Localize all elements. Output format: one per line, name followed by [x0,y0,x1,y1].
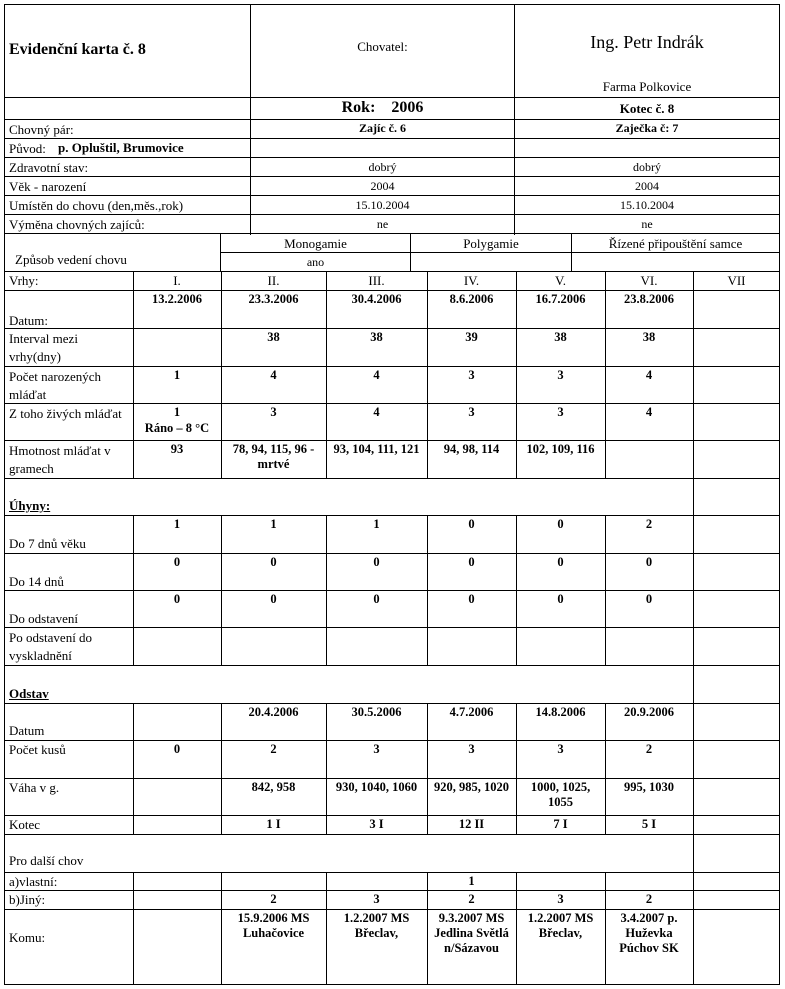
cell-col-4: 3 [468,368,475,382]
cell-col-1: 93 [170,442,184,456]
breeding-option-1: Monogamie [284,236,347,251]
litter-column-4: IV. [463,273,480,288]
cell-col-4: 0 [468,517,475,531]
litters-label: Vrhy: [9,273,39,288]
cell-col-6: 4 [645,405,653,419]
cell-col-5: 3 [557,742,564,756]
losses-heading: Úhyny: [9,498,51,513]
cell-col-5: 14.8.2006 [535,705,586,719]
cell-col-3: 1.2.2007 MS Břeclav, [343,911,410,940]
cell-col-2: 0 [270,592,277,606]
breeder-name: Ing. Petr Indrák [590,32,704,52]
loss-row-label: Do 14 dnů [9,574,64,589]
cell-col-6: 3.4.2007 p. Huževka Púchov SK [619,911,679,955]
cell-col-4: 0 [468,555,475,569]
cell-col-5: 0 [557,555,564,569]
litter-row-label: Počet narozených mláďat [9,369,102,402]
cell-col-5: 3 [557,368,564,382]
cell-col-2: 1 [270,517,277,531]
pair-row-label: Zdravotní stav: [9,160,89,175]
male-value: 2004 [370,179,395,193]
litter-column-7: VII [727,273,746,288]
year: Rok: 2006 [341,99,424,116]
further-row-label: b)Jiný: [9,892,46,907]
male-value: Zajíc č. 6 [359,121,406,135]
cell-col-3: 3 [373,892,380,906]
weaning-row-label: Kotec [9,817,41,832]
cell-col-5: 3 [557,892,564,906]
loss-row-label: Do odstavení [9,611,78,626]
cell-col-3: 30.5.2006 [351,705,402,719]
further-heading: Pro další chov [9,853,84,868]
cell-col-2: 842, 958 [251,780,296,794]
farm-name: Farma Polkovice [602,79,692,94]
cell-col-4: 2 [468,892,475,906]
cell-col-3: 930, 1040, 1060 [335,780,418,794]
pair-row-label: Původ: [9,141,46,156]
cell-col-4: 1 [468,874,475,888]
litter-row-label: Hmotnost mláďat v gramech [9,443,111,476]
cell-col-5: 7 I [553,817,568,831]
cell-col-4: 12 II [458,817,485,831]
cell-col-2: 38 [267,330,280,344]
weaning-heading: Odstav [9,686,49,701]
cell-col-3: 30.4.2006 [351,292,402,306]
breeding-method-label: Způsob vedení chovu [15,252,127,267]
litter-note: Ráno – 8 °C [144,421,210,435]
breeder-label: Chovatel: [357,39,408,54]
female-value: dobrý [633,160,661,174]
cell-col-3: 0 [373,592,380,606]
cell-col-1: 0 [173,555,181,569]
cell-col-5: 102, 109, 116 [526,442,595,456]
weaning-row-label: Datum [9,723,45,738]
card-title: Evidenční karta č. 8 [9,41,146,58]
cell-col-3: 38 [370,330,383,344]
cell-col-6: 38 [642,330,656,344]
cell-col-1: 1 [173,517,181,531]
litter-row-label: Interval mezi vrhy(dny) [9,331,78,364]
litter-row-label: Z toho živých mláďat [9,406,122,421]
cell-col-6: 2 [645,892,653,906]
cell-col-2: 15.9.2006 MS Luhačovice [237,911,310,940]
litter-row-label: Datum: [9,313,48,328]
cell-col-4: 0 [468,592,475,606]
cell-col-6: 20.9.2006 [624,705,674,719]
cell-col-2: 78, 94, 115, 96 - mrtvé [232,442,315,471]
cell-col-6: 2 [645,742,653,756]
cell-col-3: 4 [373,405,380,419]
male-value: dobrý [368,160,397,174]
cell-col-2: 3 [270,405,277,419]
cell-col-1: 1 [173,368,181,382]
cell-col-4: 3 [468,742,475,756]
cell-col-1: 0 [173,742,181,756]
cell-col-3: 93, 104, 111, 121 [333,442,420,456]
cell-col-2: 23.3.2006 [248,292,299,306]
female-value: 2004 [635,179,659,193]
cell-col-5: 1.2.2007 MS Břeclav, [527,911,594,940]
cell-col-3: 0 [373,555,380,569]
cell-col-5: 0 [557,517,564,531]
cell-col-4: 920, 985, 1020 [434,780,509,794]
weaning-row-label: Počet kusů [9,742,66,757]
weaning-row-label: Váha v g. [9,780,60,795]
cell-col-2: 20.4.2006 [248,705,299,719]
cell-col-6: 0 [645,592,653,606]
cell-col-5: 0 [557,592,564,606]
loss-row-label: Do 7 dnů věku [9,536,86,551]
cell-col-4: 39 [465,330,478,344]
litter-column-1: I. [173,273,181,288]
cell-col-5: 1000, 1025, 1055 [530,780,591,809]
pen-number: Kotec č. 8 [619,101,675,116]
cell-col-6: 5 I [641,817,657,831]
cell-col-1: 0 [173,592,181,606]
loss-row-label: Po odstavení do vyskladnění [9,630,93,663]
litter-column-5: V. [555,273,566,288]
cell-col-6: 23.8.2006 [624,292,674,306]
cell-col-2: 4 [270,368,277,382]
cell-col-6: 4 [645,368,653,382]
cell-col-2: 1 I [266,817,281,831]
cell-col-3: 4 [373,368,380,382]
breeding-option-3: Řízené připouštění samce [608,236,743,251]
cell-col-1: 13.2.2006 [152,292,202,306]
pair-row-label: Chovný pár: [9,122,74,137]
female-value: 15.10.2004 [620,198,674,212]
litter-column-6: VI. [640,273,658,288]
cell-col-1: 1 [173,405,181,419]
female-value: Zaječka č: 7 [615,121,679,135]
female-value: ne [641,217,653,231]
origin-value: p. Opluštil, Brumovice [58,140,184,155]
cell-col-4: 3 [468,405,475,419]
litter-column-2: II. [267,273,280,288]
pair-row-label: Výměna chovných zajíců: [9,217,145,232]
cell-col-6: 995, 1030 [624,780,674,794]
cell-col-4: 9.3.2007 MS Jedlina Světlá n/Sázavou [434,911,509,955]
pair-row-label: Umístěn do chovu (den,měs.,rok) [9,198,184,213]
breeding-value-1: ano [306,255,325,269]
cell-col-5: 38 [554,330,567,344]
cell-col-2: 2 [270,892,277,906]
male-value: ne [376,217,389,231]
breeding-option-2: Polygamie [463,236,519,251]
cell-col-2: 0 [270,555,277,569]
cell-col-3: 3 [373,742,380,756]
cell-col-4: 4.7.2006 [449,705,494,719]
litter-column-3: III. [368,273,385,288]
cell-col-4: 8.6.2006 [449,292,494,306]
cell-col-6: 0 [645,555,653,569]
cell-col-6: 2 [645,517,653,531]
male-value: 15.10.2004 [355,198,410,212]
cell-col-2: 2 [270,742,277,756]
cell-col-5: 3 [557,405,564,419]
further-row-label: a)vlastní: [9,874,58,889]
cell-col-4: 94, 98, 114 [443,442,500,456]
cell-col-3: 3 I [369,817,384,831]
cell-col-3: 1 [373,517,380,531]
pair-row-label: Věk - narození [9,179,87,194]
cell-col-5: 16.7.2006 [535,292,586,306]
further-row-label: Komu: [9,930,46,945]
